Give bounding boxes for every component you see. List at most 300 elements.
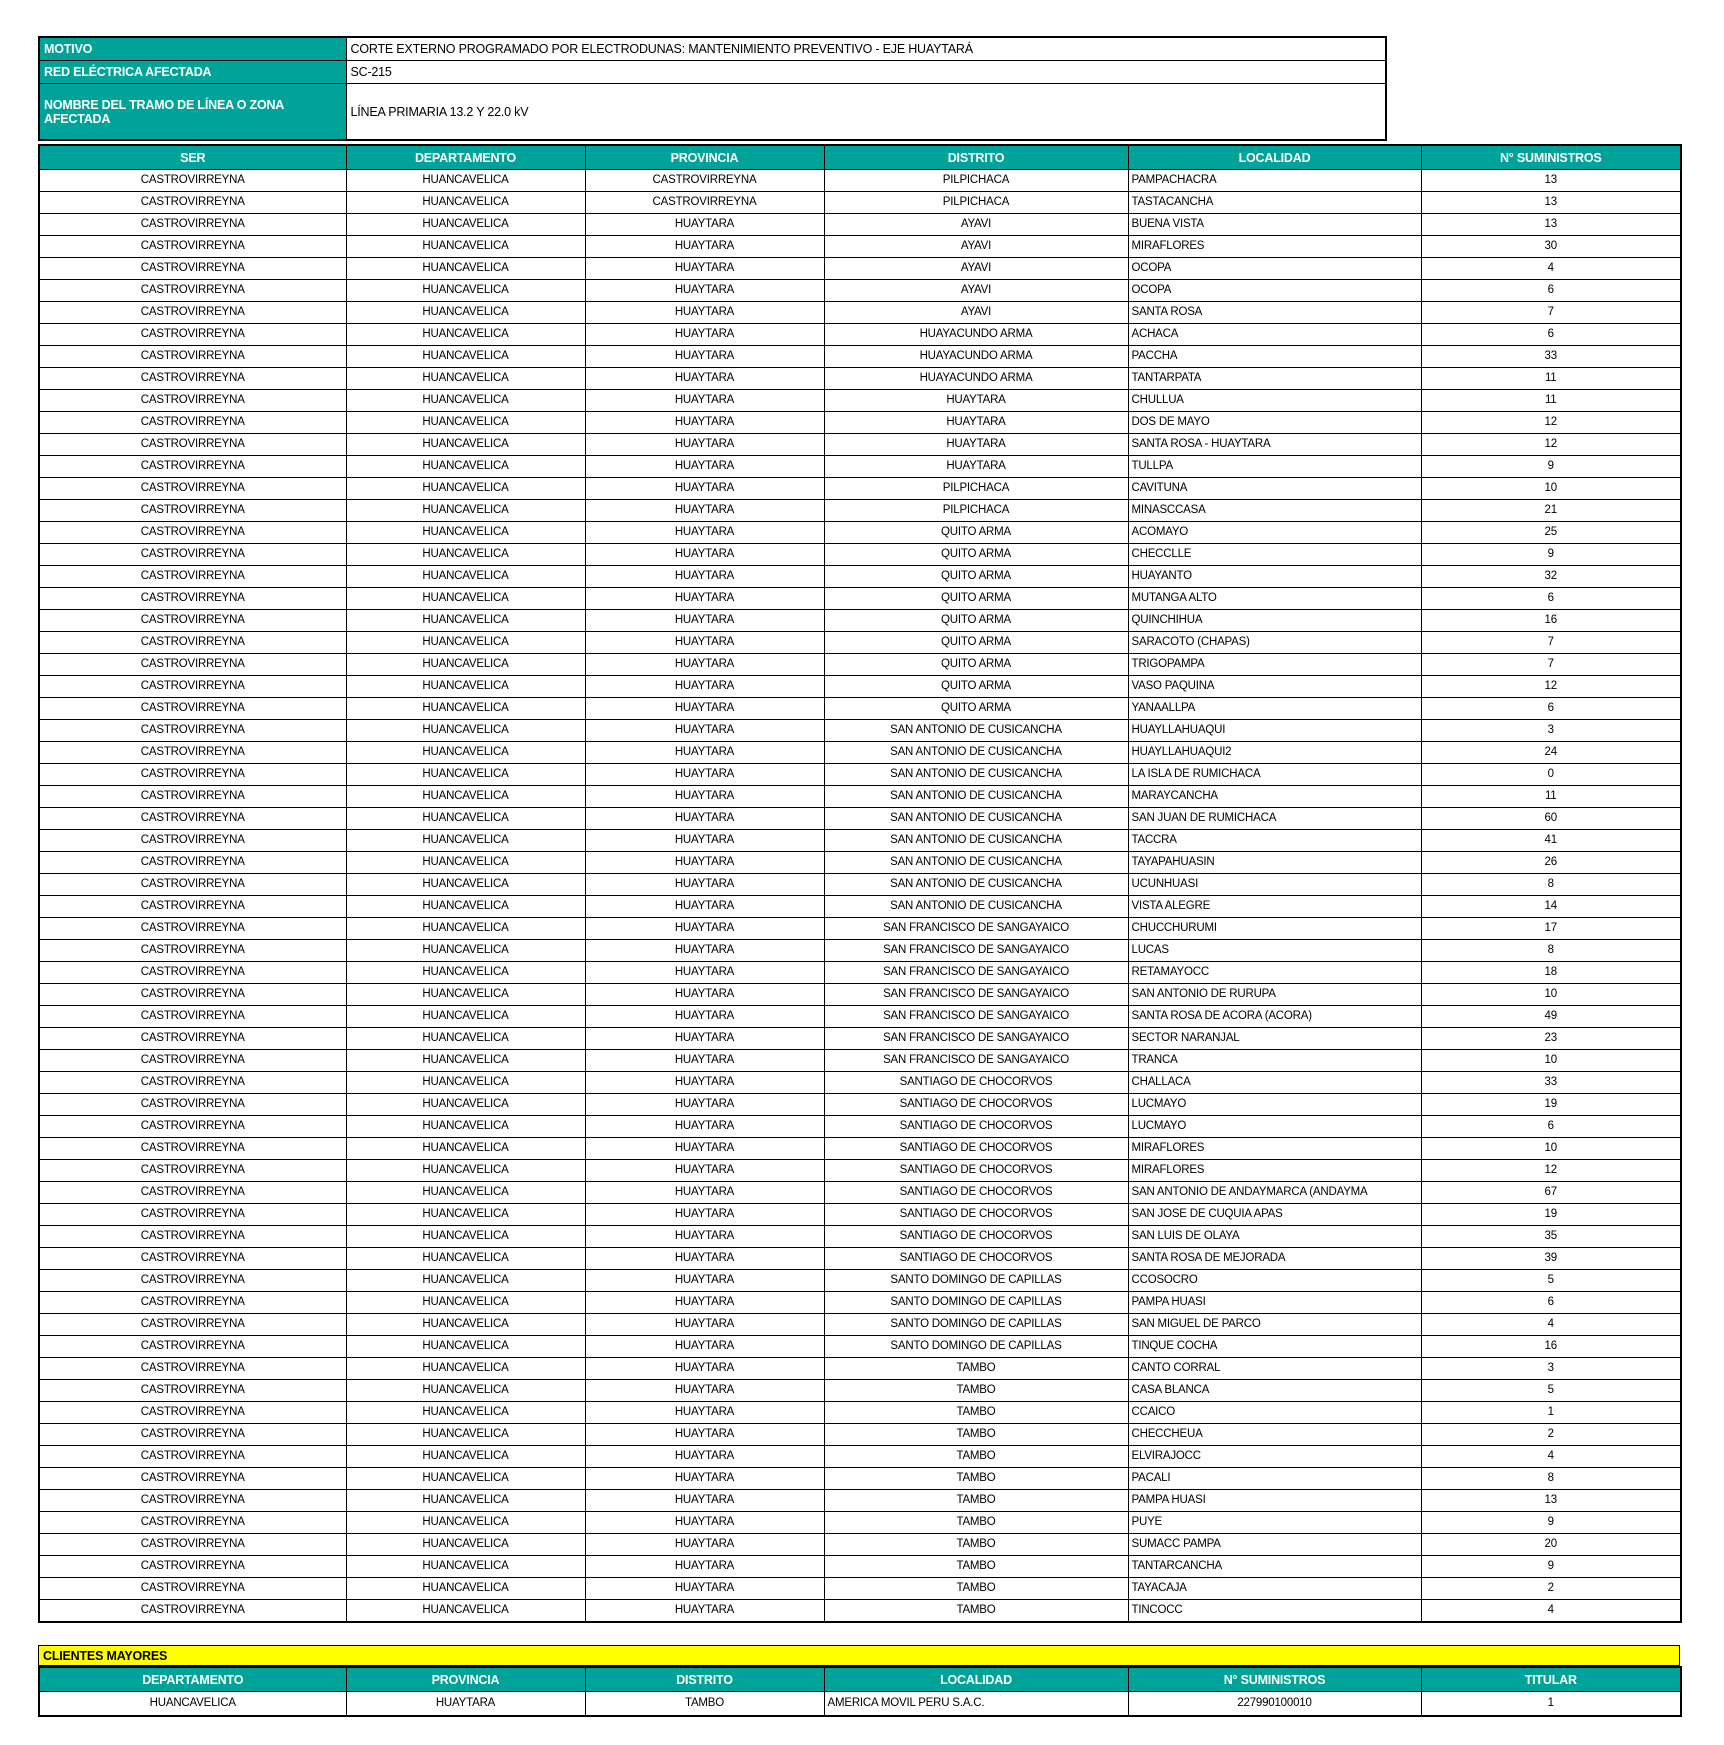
table-cell: CASTROVIRREYNA: [39, 1556, 346, 1578]
table-cell: HUANCAVELICA: [346, 170, 585, 192]
table-cell: HUANCAVELICA: [346, 1094, 585, 1116]
table-cell: HUANCAVELICA: [346, 940, 585, 962]
table-cell: SAN MIGUEL DE PARCO: [1128, 1314, 1421, 1336]
column-header-localidad: LOCALIDAD: [1128, 145, 1421, 170]
table-cell: HUANCAVELICA: [346, 962, 585, 984]
table-cell: HUANCAVELICA: [346, 852, 585, 874]
table-cell: HUANCAVELICA: [346, 1358, 585, 1380]
table-cell: CASTROVIRREYNA: [39, 1314, 346, 1336]
table-row: [39, 170, 1681, 192]
table-cell: MIRAFLORES: [1128, 1160, 1421, 1182]
table-cell: HUAYTARA: [585, 1292, 824, 1314]
table-cell: 8: [1421, 874, 1681, 896]
table-cell: CASTROVIRREYNA: [39, 302, 346, 324]
table-cell: CASTROVIRREYNA: [39, 1138, 346, 1160]
table-cell: 24: [1421, 742, 1681, 764]
table-row: [39, 324, 1681, 346]
table-cell: SAN ANTONIO DE CUSICANCHA: [824, 764, 1128, 786]
table-row: [39, 742, 1681, 764]
table-cell: HUANCAVELICA: [346, 258, 585, 280]
table-cell: HUAYTARA: [585, 1160, 824, 1182]
motivo-value: CORTE EXTERNO PROGRAMADO POR ELECTRODUNAS: MANTENIMIENTO PREVENTIVO - EJE HUAYTARÁ: [346, 37, 1386, 61]
table-cell: HUAYTARA: [585, 1314, 824, 1336]
table-cell: SAN ANTONIO DE CUSICANCHA: [824, 830, 1128, 852]
table-cell: HUANCAVELICA: [346, 1270, 585, 1292]
table-cell: 13: [1421, 214, 1681, 236]
table-cell: HUANCAVELICA: [346, 192, 585, 214]
table-header-row: [39, 145, 1681, 170]
table-cell: CASTROVIRREYNA: [39, 1116, 346, 1138]
motivo-label: MOTIVO: [39, 37, 346, 61]
table-row: [39, 1578, 1681, 1600]
table-cell: CASTROVIRREYNA: [39, 324, 346, 346]
table-cell: 19: [1421, 1094, 1681, 1116]
table-row: [39, 1116, 1681, 1138]
table-cell: 30: [1421, 236, 1681, 258]
table-cell: CASTROVIRREYNA: [39, 852, 346, 874]
table-cell: 13: [1421, 1490, 1681, 1512]
table-cell: 12: [1421, 676, 1681, 698]
table-cell: 25: [1421, 522, 1681, 544]
table-row: [39, 632, 1681, 654]
table-cell: ELVIRAJOCC: [1128, 1446, 1421, 1468]
table-cell: 32: [1421, 566, 1681, 588]
table-cell: 18: [1421, 962, 1681, 984]
table-cell: CHECCLLE: [1128, 544, 1421, 566]
table-cell: HUANCAVELICA: [346, 522, 585, 544]
table-cell: CASTROVIRREYNA: [39, 170, 346, 192]
table-cell: 9: [1421, 544, 1681, 566]
table-cell: HUAYTARA: [585, 368, 824, 390]
table-cell: HUAYACUNDO ARMA: [824, 324, 1128, 346]
table-cell: 12: [1421, 434, 1681, 456]
table-cell: 10: [1421, 1050, 1681, 1072]
table-cell: CHUCCHURUMI: [1128, 918, 1421, 940]
table-cell: 6: [1421, 324, 1681, 346]
table-cell: 39: [1421, 1248, 1681, 1270]
table-cell: HUAYTARA: [585, 764, 824, 786]
table-cell: CHALLACA: [1128, 1072, 1421, 1094]
table-cell: 10: [1421, 1138, 1681, 1160]
clientes-mayores-title: CLIENTES MAYORES: [38, 1645, 1680, 1666]
table-cell: HUAYTARA: [585, 1578, 824, 1600]
table-cell: HUAYTARA: [585, 522, 824, 544]
table-cell: 11: [1421, 786, 1681, 808]
table-cell: SAN FRANCISCO DE SANGAYAICO: [824, 962, 1128, 984]
column-header-titular: TITULAR: [1421, 1667, 1681, 1692]
table-cell: RETAMAYOCC: [1128, 962, 1421, 984]
table-cell: HUANCAVELICA: [346, 1468, 585, 1490]
table-cell: HUANCAVELICA: [346, 1424, 585, 1446]
table-cell: TAMBO: [585, 1692, 824, 1717]
clientes-mayores-table: [38, 1666, 1682, 1717]
table-cell: SANTA ROSA DE MEJORADA: [1128, 1248, 1421, 1270]
table-cell: AYAVI: [824, 280, 1128, 302]
table-row: [39, 456, 1681, 478]
table-cell: 1: [1421, 1692, 1681, 1717]
table-cell: HUANCAVELICA: [346, 214, 585, 236]
table-cell: HUANCAVELICA: [346, 764, 585, 786]
table-cell: 13: [1421, 170, 1681, 192]
table-cell: HUANCAVELICA: [346, 368, 585, 390]
table-cell: SAN ANTONIO DE CUSICANCHA: [824, 896, 1128, 918]
table-cell: HUANCAVELICA: [346, 1226, 585, 1248]
table-cell: HUANCAVELICA: [346, 984, 585, 1006]
table-cell: HUAYTARA: [585, 1358, 824, 1380]
table-row: [39, 874, 1681, 896]
table-cell: HUAYTARA: [585, 1490, 824, 1512]
column-header-provincia: PROVINCIA: [585, 145, 824, 170]
table-cell: HUANCAVELICA: [346, 412, 585, 434]
table-cell: SAN ANTONIO DE CUSICANCHA: [824, 808, 1128, 830]
table-cell: 11: [1421, 390, 1681, 412]
table-row: [39, 478, 1681, 500]
table-cell: HUANCAVELICA: [346, 786, 585, 808]
table-cell: PACCHA: [1128, 346, 1421, 368]
table-cell: QUITO ARMA: [824, 632, 1128, 654]
table-row: [39, 522, 1681, 544]
table-cell: 11: [1421, 368, 1681, 390]
table-cell: SAN ANTONIO DE ANDAYMARCA (ANDAYMA: [1128, 1182, 1421, 1204]
table-cell: 2: [1421, 1424, 1681, 1446]
table-cell: SAN ANTONIO DE CUSICANCHA: [824, 852, 1128, 874]
table-cell: TASTACANCHA: [1128, 192, 1421, 214]
table-cell: HUANCAVELICA: [346, 918, 585, 940]
table-cell: HUAYTARA: [824, 434, 1128, 456]
table-cell: SAN ANTONIO DE CUSICANCHA: [824, 742, 1128, 764]
table-cell: SANTIAGO DE CHOCORVOS: [824, 1248, 1128, 1270]
table-row: [39, 302, 1681, 324]
table-cell: CASTROVIRREYNA: [39, 940, 346, 962]
table-cell: CHULLUA: [1128, 390, 1421, 412]
table-cell: MIRAFLORES: [1128, 1138, 1421, 1160]
table-cell: HUAYTARA: [585, 390, 824, 412]
table-cell: 26: [1421, 852, 1681, 874]
table-row: [39, 764, 1681, 786]
table-row: [39, 896, 1681, 918]
table-cell: HUAYTARA: [585, 1248, 824, 1270]
table-cell: CASTROVIRREYNA: [39, 214, 346, 236]
table-cell: HUANCAVELICA: [346, 874, 585, 896]
table-row: [39, 676, 1681, 698]
table-cell: TAMBO: [824, 1424, 1128, 1446]
table-cell: PAMPA HUASI: [1128, 1292, 1421, 1314]
table-row: [39, 1446, 1681, 1468]
table-cell: HUAYTARA: [585, 830, 824, 852]
table-header: [39, 145, 1681, 170]
table-cell: CASTROVIRREYNA: [39, 1270, 346, 1292]
table-cell: 6: [1421, 698, 1681, 720]
table-cell: HUAYTARA: [585, 1094, 824, 1116]
table-cell: HUANCAVELICA: [346, 1182, 585, 1204]
table-cell: TULLPA: [1128, 456, 1421, 478]
table-cell: CASTROVIRREYNA: [39, 874, 346, 896]
table-row: [39, 984, 1681, 1006]
table-row: [39, 346, 1681, 368]
table-cell: QUITO ARMA: [824, 588, 1128, 610]
table-cell: CASTROVIRREYNA: [39, 390, 346, 412]
table-cell: HUANCAVELICA: [346, 1116, 585, 1138]
table-cell: HUAYTARA: [585, 676, 824, 698]
table-cell: TAMBO: [824, 1380, 1128, 1402]
table-cell: SAN FRANCISCO DE SANGAYAICO: [824, 1050, 1128, 1072]
table-cell: SUMACC PAMPA: [1128, 1534, 1421, 1556]
table-cell: SANTIAGO DE CHOCORVOS: [824, 1116, 1128, 1138]
table-cell: SECTOR NARANJAL: [1128, 1028, 1421, 1050]
table-row: [39, 566, 1681, 588]
table-cell: CASTROVIRREYNA: [39, 1182, 346, 1204]
table-cell: HUAYTARA: [585, 896, 824, 918]
table-cell: HUAYTARA: [585, 280, 824, 302]
table-cell: TINQUE COCHA: [1128, 1336, 1421, 1358]
column-header-suministros: N° SUMINISTROS: [1128, 1667, 1421, 1692]
table-cell: PILPICHACA: [824, 478, 1128, 500]
table-cell: CASTROVIRREYNA: [39, 1226, 346, 1248]
table-cell: HUANCAVELICA: [346, 1006, 585, 1028]
table-cell: HUANCAVELICA: [39, 1692, 346, 1717]
table-cell: HUAYTARA: [585, 1600, 824, 1623]
table-cell: HUANCAVELICA: [346, 1160, 585, 1182]
table-cell: HUANCAVELICA: [346, 1446, 585, 1468]
column-header-provincia: PROVINCIA: [346, 1667, 585, 1692]
table-cell: AYAVI: [824, 214, 1128, 236]
table-row: [39, 1490, 1681, 1512]
table-cell: 6: [1421, 280, 1681, 302]
table-cell: SAN LUIS DE OLAYA: [1128, 1226, 1421, 1248]
column-header-distrito: DISTRITO: [585, 1667, 824, 1692]
table-cell: MIRAFLORES: [1128, 236, 1421, 258]
table-cell: AYAVI: [824, 302, 1128, 324]
table-cell: CASTROVIRREYNA: [39, 676, 346, 698]
red-electrica-label: RED ELÉCTRICA AFECTADA: [39, 61, 346, 84]
table-cell: PILPICHACA: [824, 192, 1128, 214]
table-cell: HUAYTARA: [585, 1182, 824, 1204]
table-cell: HUANCAVELICA: [346, 1534, 585, 1556]
table-cell: HUAYTARA: [585, 940, 824, 962]
table-cell: SANTIAGO DE CHOCORVOS: [824, 1138, 1128, 1160]
table-row: [39, 1138, 1681, 1160]
table-cell: SAN FRANCISCO DE SANGAYAICO: [824, 984, 1128, 1006]
table-cell: SAN ANTONIO DE CUSICANCHA: [824, 786, 1128, 808]
table-cell: 6: [1421, 588, 1681, 610]
table-cell: CASTROVIRREYNA: [39, 434, 346, 456]
table-cell: HUAYTARA: [585, 1006, 824, 1028]
table-cell: HUAYTARA: [585, 1424, 824, 1446]
table-cell: SAN FRANCISCO DE SANGAYAICO: [824, 1028, 1128, 1050]
table-cell: QUINCHIHUA: [1128, 610, 1421, 632]
table-cell: HUAYTARA: [585, 698, 824, 720]
table-cell: HUAYTARA: [585, 346, 824, 368]
table-row: [39, 918, 1681, 940]
table-cell: 227990100010: [1128, 1692, 1421, 1717]
table-cell: 4: [1421, 258, 1681, 280]
table-cell: HUANCAVELICA: [346, 1512, 585, 1534]
table-row: [39, 1028, 1681, 1050]
table-cell: TRIGOPAMPA: [1128, 654, 1421, 676]
table-cell: CASTROVIRREYNA: [39, 566, 346, 588]
table-row: [39, 1314, 1681, 1336]
table-cell: HUAYTARA: [585, 434, 824, 456]
table-cell: 41: [1421, 830, 1681, 852]
table-cell: HUAYTARA: [824, 456, 1128, 478]
table-cell: PUYE: [1128, 1512, 1421, 1534]
table-cell: 6: [1421, 1292, 1681, 1314]
table-cell: CASTROVIRREYNA: [39, 368, 346, 390]
table-cell: HUANCAVELICA: [346, 1314, 585, 1336]
table-cell: CASTROVIRREYNA: [39, 500, 346, 522]
table-cell: 12: [1421, 1160, 1681, 1182]
table-cell: HUAYTARA: [585, 1380, 824, 1402]
table-cell: 60: [1421, 808, 1681, 830]
table-cell: CASTROVIRREYNA: [39, 896, 346, 918]
table-cell: SAN FRANCISCO DE SANGAYAICO: [824, 1006, 1128, 1028]
table-cell: SARACOTO (CHAPAS): [1128, 632, 1421, 654]
table-row: [39, 830, 1681, 852]
table-cell: CCOSOCRO: [1128, 1270, 1421, 1292]
table-row: [39, 1468, 1681, 1490]
table-cell: HUAYACUNDO ARMA: [824, 346, 1128, 368]
table-cell: HUANCAVELICA: [346, 566, 585, 588]
table-row: [39, 1270, 1681, 1292]
table-cell: HUAYTARA: [585, 258, 824, 280]
table-cell: QUITO ARMA: [824, 566, 1128, 588]
table-cell: QUITO ARMA: [824, 654, 1128, 676]
table-row: [39, 544, 1681, 566]
table-cell: HUANCAVELICA: [346, 1292, 585, 1314]
table-cell: HUAYTARA: [585, 742, 824, 764]
table-row: [39, 390, 1681, 412]
table-cell: LUCAS: [1128, 940, 1421, 962]
table-cell: CAVITUNA: [1128, 478, 1421, 500]
table-cell: SAN ANTONIO DE CUSICANCHA: [824, 720, 1128, 742]
table-cell: CASTROVIRREYNA: [39, 1402, 346, 1424]
table-row: [39, 1512, 1681, 1534]
table-cell: HUAYTARA: [824, 412, 1128, 434]
table-cell: HUANCAVELICA: [346, 1204, 585, 1226]
table-cell: HUAYTARA: [346, 1692, 585, 1717]
table-cell: 16: [1421, 1336, 1681, 1358]
table-cell: SANTA ROSA DE ACORA (ACORA): [1128, 1006, 1421, 1028]
table-cell: HUANCAVELICA: [346, 676, 585, 698]
table-cell: TAMBO: [824, 1578, 1128, 1600]
table-row: [39, 434, 1681, 456]
table-row: [39, 786, 1681, 808]
table-cell: CASTROVIRREYNA: [39, 1380, 346, 1402]
table-cell: HUANCAVELICA: [346, 1490, 585, 1512]
table-cell: HUANCAVELICA: [346, 478, 585, 500]
table-cell: TACCRA: [1128, 830, 1421, 852]
table-cell: DOS DE MAYO: [1128, 412, 1421, 434]
table-cell: TRANCA: [1128, 1050, 1421, 1072]
table-cell: CASTROVIRREYNA: [39, 1336, 346, 1358]
table-cell: AYAVI: [824, 236, 1128, 258]
table-cell: QUITO ARMA: [824, 522, 1128, 544]
table-cell: CASTROVIRREYNA: [39, 1578, 346, 1600]
table-cell: TAMBO: [824, 1534, 1128, 1556]
table-body: [39, 170, 1681, 1623]
table-cell: HUAYTARA: [585, 324, 824, 346]
table-row: [39, 500, 1681, 522]
table-cell: 14: [1421, 896, 1681, 918]
table-cell: HUAYANTO: [1128, 566, 1421, 588]
table-row: [39, 214, 1681, 236]
table-cell: 20: [1421, 1534, 1681, 1556]
table-cell: SANTA ROSA - HUAYTARA: [1128, 434, 1421, 456]
table-cell: 3: [1421, 720, 1681, 742]
outage-info-box: [38, 36, 1387, 141]
table-cell: HUAYLLAHUAQUI2: [1128, 742, 1421, 764]
table-cell: CASTROVIRREYNA: [39, 192, 346, 214]
table-cell: CASTROVIRREYNA: [39, 1600, 346, 1623]
table-cell: CANTO CORRAL: [1128, 1358, 1421, 1380]
table-cell: CASTROVIRREYNA: [39, 456, 346, 478]
table-cell: CASTROVIRREYNA: [39, 610, 346, 632]
table-cell: HUAYTARA: [585, 1446, 824, 1468]
table-row: [39, 280, 1681, 302]
table-cell: TAYACAJA: [1128, 1578, 1421, 1600]
table-row: [39, 84, 1386, 141]
table-cell: CASTROVIRREYNA: [39, 1358, 346, 1380]
tramo-linea-label: NOMBRE DEL TRAMO DE LÍNEA O ZONA AFECTADA: [39, 84, 346, 141]
table-cell: HUANCAVELICA: [346, 720, 585, 742]
table-row: [39, 192, 1681, 214]
table-cell: CASTROVIRREYNA: [39, 258, 346, 280]
table-cell: 35: [1421, 1226, 1681, 1248]
table-cell: CASTROVIRREYNA: [585, 170, 824, 192]
table-row: [39, 1336, 1681, 1358]
table-cell: HUANCAVELICA: [346, 1028, 585, 1050]
table-cell: CHECCHEUA: [1128, 1424, 1421, 1446]
table-cell: SANTIAGO DE CHOCORVOS: [824, 1204, 1128, 1226]
table-cell: SAN FRANCISCO DE SANGAYAICO: [824, 940, 1128, 962]
table-cell: HUANCAVELICA: [346, 1050, 585, 1072]
table-cell: 8: [1421, 1468, 1681, 1490]
table-cell: HUANCAVELICA: [346, 1138, 585, 1160]
table-cell: ACOMAYO: [1128, 522, 1421, 544]
table-cell: SANTO DOMINGO DE CAPILLAS: [824, 1336, 1128, 1358]
table-cell: CASTROVIRREYNA: [39, 1424, 346, 1446]
column-header-ser: SER: [39, 145, 346, 170]
table-cell: CASTROVIRREYNA: [39, 1028, 346, 1050]
column-header-departamento: DEPARTAMENTO: [346, 145, 585, 170]
table-cell: OCOPA: [1128, 280, 1421, 302]
table-cell: LUCMAYO: [1128, 1116, 1421, 1138]
table-cell: CASTROVIRREYNA: [39, 632, 346, 654]
table-cell: PAMPA HUASI: [1128, 1490, 1421, 1512]
table-cell: HUANCAVELICA: [346, 1402, 585, 1424]
table-cell: 5: [1421, 1270, 1681, 1292]
table-cell: PACALI: [1128, 1468, 1421, 1490]
table-cell: HUANCAVELICA: [346, 456, 585, 478]
table-cell: HUAYTARA: [585, 786, 824, 808]
table-cell: CASTROVIRREYNA: [39, 786, 346, 808]
table-cell: HUAYTARA: [585, 456, 824, 478]
table-row: [39, 1402, 1681, 1424]
table-cell: HUAYTARA: [585, 1138, 824, 1160]
table-cell: CASTROVIRREYNA: [39, 1292, 346, 1314]
table-cell: HUANCAVELICA: [346, 500, 585, 522]
table-cell: HUAYTARA: [585, 302, 824, 324]
table-cell: HUAYTARA: [585, 1226, 824, 1248]
table-cell: HUANCAVELICA: [346, 1380, 585, 1402]
table-cell: MINASCCASA: [1128, 500, 1421, 522]
table-row: [39, 1248, 1681, 1270]
table-cell: TANTARPATA: [1128, 368, 1421, 390]
table-cell: HUAYTARA: [585, 1402, 824, 1424]
table-cell: 9: [1421, 1512, 1681, 1534]
table-cell: HUANCAVELICA: [346, 346, 585, 368]
table-cell: HUANCAVELICA: [346, 1072, 585, 1094]
